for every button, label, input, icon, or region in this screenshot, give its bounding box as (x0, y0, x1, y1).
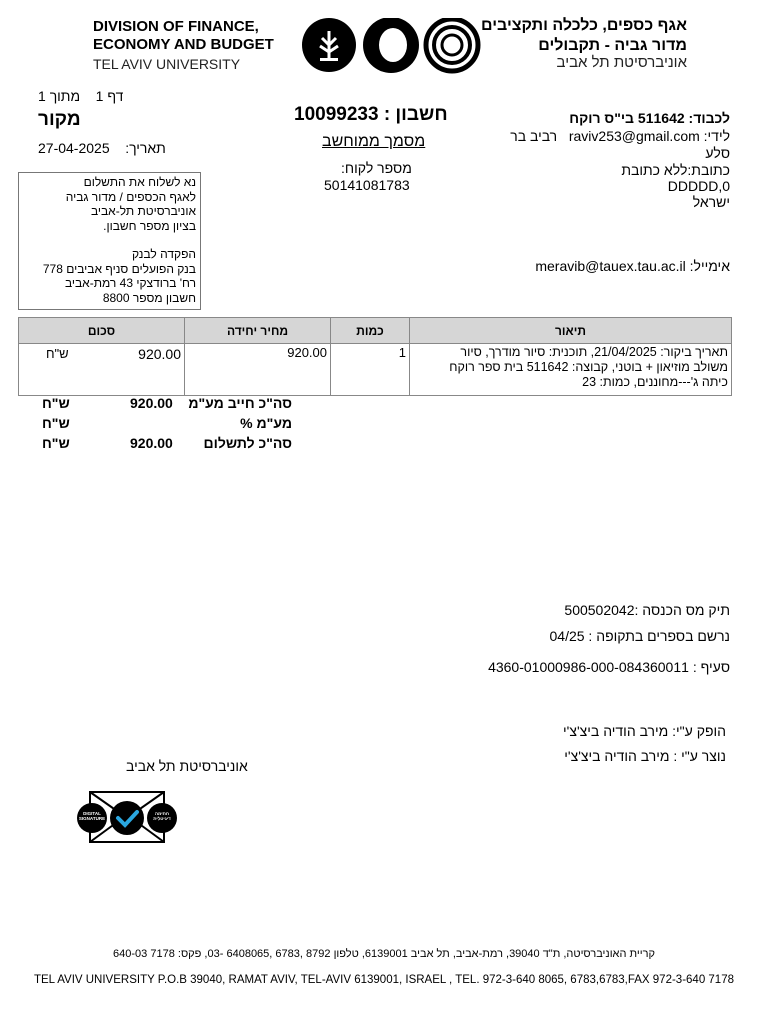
notice-line: רח' ברודצקי 43 רמת-אביב (64, 276, 196, 290)
page-of-label: מתוך (49, 88, 81, 104)
recipient-address: כתובת:ללא כתובת (621, 162, 730, 178)
university-name-en: TEL AVIV UNIVERSITY (93, 56, 241, 72)
date-label: תאריך: (125, 140, 166, 156)
unit-price-value: 920.00 (287, 345, 327, 360)
notice-line: בציון מספר חשבון. (103, 218, 196, 233)
notice-line: אוניברסיטת תל-אביב (90, 204, 196, 218)
desc-line: כיתה ג'---מחוננים, כמות: 23 (582, 375, 728, 389)
page-label: דף (107, 88, 124, 104)
col-qty: כמות (331, 318, 410, 344)
recipient-email-row (535, 258, 730, 274)
notice-line: הפקדה לבנק (131, 247, 196, 261)
col-unit-price: מחיר יחידה (185, 318, 331, 344)
ring-logo-icon (363, 18, 419, 73)
created-by: נוצר ע"י : מירב הודיה ביצ'צ'י (564, 748, 726, 764)
page-number (38, 88, 123, 104)
section-value: 4360-01000986-000-084360011 (488, 659, 689, 675)
recipient-to: לכבוד: 511642 בי"ס רוקח (569, 110, 730, 126)
page-total: 1 (38, 88, 46, 104)
issued-by: הופק ע"י: מירב הודיה ביצ'צ'י (563, 723, 726, 739)
division-name-he (481, 16, 687, 56)
col-description: תיאור (410, 318, 732, 344)
cell-sum (19, 344, 185, 396)
computerized-doc: מסמך ממוחשב (322, 133, 426, 150)
vat-label: מע"מ % (240, 415, 292, 431)
notice-line: נא לשלוח את התשלום (83, 175, 196, 189)
qty-value: 1 (398, 345, 406, 360)
tax-file: תיק מס הכנסה :500502042 (564, 602, 730, 618)
date-row (38, 140, 166, 156)
customer-number-label: מספר לקוח: (341, 160, 412, 176)
attn-email: raviv253@gmail.com (568, 128, 700, 144)
recipient-address2: DDDDD,0 (667, 178, 730, 194)
desc-line: תאריך ביקור: 21/04/2025, תוכנית: סיור מודרך, סיור (460, 345, 728, 359)
email-label: אימייל: (689, 258, 730, 274)
total-taxable-label: סה"כ חייב מע"מ (188, 395, 292, 411)
footer-english: TEL AVIV UNIVERSITY P.O.B 39040, RAMAT AVIV, TEL-AVIV 6139001, ISRAEL , TEL. 972-3-640 8065, 6783,6783,FAX 972-3-640 7178 (33, 974, 734, 986)
university-logo (300, 18, 482, 74)
recipient-attn (510, 128, 730, 144)
payment-notice-box (18, 172, 201, 310)
cell-unit-price (185, 344, 331, 396)
division-line1-he: אגף כספים, כלכלה ותקציבים (481, 17, 687, 34)
division-line2-he: מדור גביה - תקבולים (538, 37, 687, 54)
tree-emblem-icon (302, 18, 356, 72)
total-currency: ש"ח (42, 395, 70, 411)
section-row (488, 659, 730, 675)
division-line2: ECONOMY AND BUDGET (93, 36, 274, 53)
concentric-rings-icon (426, 19, 478, 71)
original-label: מקור (38, 109, 81, 130)
email-value[interactable]: meravib@tauex.tau.ac.il (535, 258, 686, 274)
university-name-he: אוניברסיטת תל אביב (556, 54, 687, 71)
total-payment-value: 920.00 (130, 435, 173, 451)
section-label: סעיף : (692, 659, 730, 675)
total-taxable-value: 920.00 (130, 395, 173, 411)
table-header-row (19, 318, 732, 344)
attn-name: רביב בר (510, 128, 558, 144)
cell-qty (331, 344, 410, 396)
notice-line: חשבון מספר 8800 (102, 290, 196, 305)
attn-label: לידי: (703, 128, 730, 144)
page-num: 1 (95, 88, 104, 104)
total-currency: ש"ח (42, 435, 70, 451)
division-name-en (93, 18, 274, 54)
total-row-payment (42, 435, 292, 455)
recipient-country: ישראל (692, 194, 730, 210)
total-payment-label: סה"כ לתשלום (203, 435, 292, 451)
invoice-title: חשבון : 10099233 (294, 104, 448, 125)
notice-line: בנק הפועלים סניף אביבים 778 (42, 261, 196, 276)
table-row (19, 344, 732, 396)
date-value: 27-04-2025 (38, 140, 110, 156)
notice-line: לאגף הכספים / מדור גביה (65, 189, 196, 204)
customer-number: 50141081783 (324, 177, 410, 193)
items-table (18, 317, 732, 396)
cell-description (410, 344, 732, 396)
university-signature-name: אוניברסיטת תל אביב (126, 758, 248, 774)
stamp-left-text: DIGITAL SIGNATURE (78, 811, 106, 821)
total-row-taxable (42, 395, 292, 415)
footer-hebrew: קריית האוניברסיטה, ת"ד 39040, רמת-אביב, תל אביב 6139001, טלפון 8792 ,6783 ,6408065 -03, פקס: 7178 640-03 (113, 948, 655, 960)
col-sum: סכום (19, 318, 185, 344)
totals-block (42, 395, 292, 455)
division-line1: DIVISION OF FINANCE, (93, 18, 259, 35)
desc-line: משולב מוזיאון + בוטני, קבוצה: 511642 בית ספר רוקח (449, 360, 728, 374)
attn-name-cont: סלע (705, 145, 730, 161)
sum-value: 920.00 (138, 346, 181, 362)
stamp-right-text: חתימה דיגיטלית (153, 811, 171, 821)
currency: ש"ח (46, 346, 69, 361)
total-currency: ש"ח (42, 415, 70, 431)
digital-signature-stamp (76, 790, 180, 846)
total-row-vat (42, 415, 292, 435)
booking-period: נרשם בספרים בתקופה : 04/25 (549, 628, 730, 644)
